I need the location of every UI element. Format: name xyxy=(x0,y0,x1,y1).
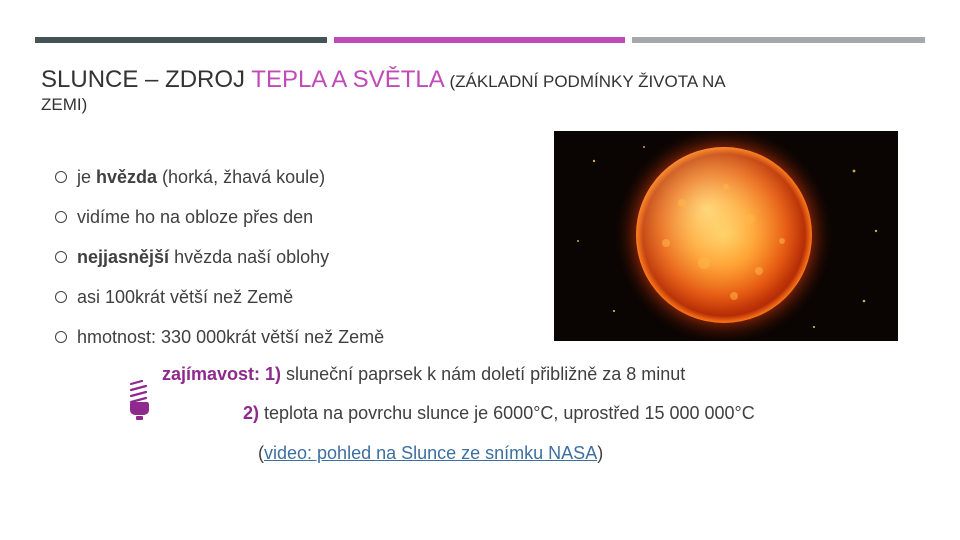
interest-text-2: teplota na povrchu slunce je 6000°C, uprostřed 15 000 000°C xyxy=(259,403,755,423)
title-main: SLUNCE – ZDROJ xyxy=(41,66,252,93)
video-paren-open: ( xyxy=(258,443,264,463)
title-note-line2: ZEMI) xyxy=(41,95,88,114)
interest-label-2: 2) xyxy=(243,403,260,423)
circle-bullet-icon xyxy=(55,171,67,183)
interest-line-1 xyxy=(162,362,685,386)
video-line xyxy=(258,441,603,465)
bullet-item xyxy=(55,242,384,282)
title-note: (ZÁKLADNÍ PODMÍNKY ŽIVOTA NA xyxy=(444,72,726,91)
interest-line-2 xyxy=(243,401,755,425)
bullet-bold: hvězda xyxy=(96,167,158,187)
interest-text-1: sluneční paprsek k nám doletí přibližně za 8 minut xyxy=(281,364,686,384)
bullet-text: (horká, žhavá koule) xyxy=(157,167,326,187)
header-bar-dark xyxy=(35,37,327,43)
header-bar-light xyxy=(632,37,925,43)
title-accent: TEPLA A SVĚTLA xyxy=(251,66,445,93)
bullet-item xyxy=(55,322,384,362)
bullet-text: hvězda naší oblohy xyxy=(169,247,330,267)
bullet-item xyxy=(55,282,384,322)
bullet-list xyxy=(55,162,384,362)
bullet-text: vidíme ho na obloze přes den xyxy=(77,207,314,227)
bullet-text: je xyxy=(77,167,97,187)
circle-bullet-icon xyxy=(55,251,67,263)
bullet-text: asi 100krát větší než Země xyxy=(77,287,294,307)
bullet-item xyxy=(55,162,384,202)
circle-bullet-icon xyxy=(55,291,67,303)
circle-bullet-icon xyxy=(55,331,67,343)
lightbulb-icon xyxy=(128,380,150,422)
sun-illustration xyxy=(554,131,898,341)
video-link[interactable]: video: pohled na Slunce ze snímku NASA xyxy=(264,443,598,463)
bullet-item xyxy=(55,202,384,242)
bullet-text: hmotnost: 330 000krát větší než Země xyxy=(77,327,385,347)
circle-bullet-icon xyxy=(55,211,67,223)
bullet-bold: nejjasnější xyxy=(77,247,170,267)
interest-label: zajímavost: 1) xyxy=(162,364,282,384)
slide-title xyxy=(41,64,941,116)
header-bar-accent xyxy=(334,37,625,43)
video-paren-close: ) xyxy=(597,443,604,463)
sun-image xyxy=(554,131,898,341)
